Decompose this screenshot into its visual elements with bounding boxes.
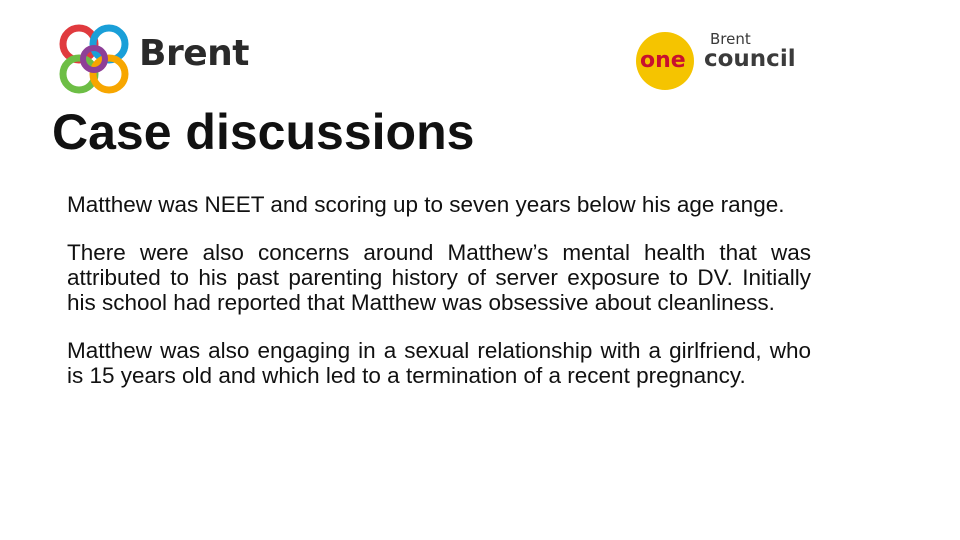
paragraph-3: Matthew was also engaging in a sexual relationship with a girlfriend, who is 15 years old and which led to a termination of a recent pregnancy. bbox=[67, 338, 811, 388]
council-one-label: one bbox=[640, 48, 686, 73]
paragraph-2: There were also concerns around Matthew’s mental health that was attributed to his past parenting history of server exposure to DV. Initially his school had reported that Matthew was obsessive about cleanliness. bbox=[67, 240, 811, 315]
paragraph-1: Matthew was NEET and scoring up to seven years below his age range. bbox=[67, 192, 785, 217]
brent-wordmark: Brent bbox=[139, 33, 249, 74]
slide-title: Case discussions bbox=[52, 104, 475, 160]
slide-body bbox=[67, 192, 811, 411]
brent-knot-icon bbox=[57, 22, 131, 96]
one-council-logo bbox=[632, 26, 802, 94]
council-label: council bbox=[704, 46, 796, 72]
council-brent-label: Brent bbox=[710, 30, 751, 48]
brent-logo bbox=[57, 22, 257, 98]
